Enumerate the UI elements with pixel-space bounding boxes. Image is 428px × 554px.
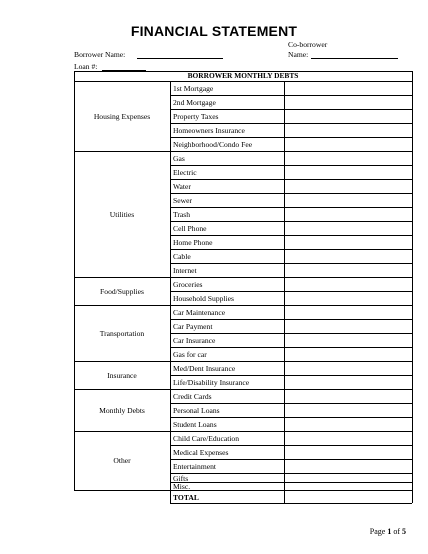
- item-label: 1st Mortgage: [173, 84, 214, 93]
- amount-cell[interactable]: [284, 221, 412, 235]
- footer-current-page: 1: [387, 527, 392, 536]
- coborrower-label-line1: Co-borrower: [288, 40, 328, 49]
- item-label: Med/Dent Insurance: [173, 364, 236, 373]
- amount-cell[interactable]: [284, 277, 412, 291]
- amount-cell[interactable]: [284, 445, 412, 459]
- amount-cell[interactable]: [284, 389, 412, 403]
- item-label: 2nd Mortgage: [173, 98, 216, 107]
- item-label: Car Insurance: [173, 336, 216, 345]
- group-label: Insurance: [107, 370, 137, 380]
- page-footer: [370, 527, 406, 536]
- borrower-name-field[interactable]: [137, 58, 223, 59]
- table-left-border: [74, 81, 75, 490]
- amount-cell[interactable]: [284, 473, 412, 482]
- item-label: Home Phone: [173, 238, 213, 247]
- item-label: Household Supplies: [173, 294, 234, 303]
- amount-cell[interactable]: [284, 81, 412, 95]
- amount-cell[interactable]: [284, 165, 412, 179]
- coborrower-name-field[interactable]: [311, 58, 398, 59]
- item-label: Car Payment: [173, 322, 213, 331]
- item-label: Gifts: [173, 473, 189, 483]
- item-label: Cell Phone: [173, 224, 207, 233]
- group-label: Utilities: [109, 209, 135, 219]
- table-header: BORROWER MONTHLY DEBTS: [187, 71, 299, 80]
- amount-cell[interactable]: [284, 459, 412, 473]
- item-label: Gas: [173, 154, 185, 163]
- amount-cell[interactable]: [284, 291, 412, 305]
- amount-cell[interactable]: [284, 431, 412, 445]
- footer-of-word: of: [393, 527, 400, 536]
- group-label: Food/Supplies: [100, 286, 144, 296]
- item-label: Internet: [173, 266, 197, 275]
- item-label: Medical Expenses: [173, 448, 229, 457]
- amount-cell[interactable]: [284, 109, 412, 123]
- amount-cell[interactable]: [284, 207, 412, 221]
- item-label: Property Taxes: [173, 112, 219, 121]
- item-label: Personal Loans: [173, 406, 220, 415]
- item-label: Child Care/Education: [173, 434, 240, 443]
- group-label: Monthly Debts: [99, 405, 145, 415]
- monthly-debts-table: [74, 71, 412, 510]
- item-column-divider: [284, 81, 285, 503]
- item-label: Electric: [173, 168, 197, 177]
- table-top-border: [74, 71, 412, 72]
- group-label: Transportation: [99, 328, 145, 338]
- amount-cell[interactable]: [284, 235, 412, 249]
- item-label: Misc.: [173, 482, 191, 491]
- amount-cell[interactable]: [284, 179, 412, 193]
- amount-cell[interactable]: [284, 347, 412, 361]
- amount-cell[interactable]: [284, 482, 412, 490]
- amount-cell[interactable]: [284, 333, 412, 347]
- item-label: Water: [173, 182, 191, 191]
- item-label: Car Maintenance: [173, 308, 226, 317]
- table-right-border: [412, 71, 413, 503]
- amount-cell[interactable]: [284, 319, 412, 333]
- coborrower-label-line2: Name:: [288, 50, 309, 59]
- item-label: Groceries: [173, 280, 203, 289]
- label-column-divider: [170, 81, 171, 503]
- footer-total-pages: 5: [402, 527, 406, 536]
- amount-cell[interactable]: [284, 403, 412, 417]
- amount-cell[interactable]: [284, 263, 412, 277]
- amount-cell[interactable]: [284, 193, 412, 207]
- amount-cell[interactable]: [284, 123, 412, 137]
- item-label: Credit Cards: [173, 392, 212, 401]
- footer-page-word: Page: [369, 527, 386, 536]
- amount-cell[interactable]: [284, 417, 412, 431]
- document-title: FINANCIAL STATEMENT: [130, 23, 298, 39]
- amount-cell[interactable]: [284, 137, 412, 151]
- amount-cell[interactable]: [284, 375, 412, 389]
- item-label: Life/Disability Insurance: [173, 378, 250, 387]
- group-label: Other: [113, 456, 131, 465]
- amount-cell[interactable]: [284, 361, 412, 375]
- item-label: Sewer: [173, 196, 192, 205]
- item-label: Cable: [173, 252, 191, 261]
- item-label: Student Loans: [173, 420, 217, 429]
- amount-cell[interactable]: [284, 151, 412, 165]
- group-label: Housing Expenses: [93, 111, 151, 121]
- total-amount-cell[interactable]: [284, 490, 412, 503]
- item-label: Gas for car: [173, 350, 207, 359]
- item-label: Homeowners Insurance: [173, 126, 245, 135]
- borrower-name-label: Borrower Name:: [74, 50, 126, 59]
- amount-cell[interactable]: [284, 305, 412, 319]
- table-bottom: [170, 503, 412, 504]
- item-label: Neighborhood/Condo Fee: [173, 140, 253, 149]
- loan-number-label: Loan #:: [74, 62, 98, 71]
- amount-cell[interactable]: [284, 249, 412, 263]
- total-label: TOTAL: [173, 492, 199, 502]
- item-label: Entertainment: [173, 462, 217, 471]
- header-left-border: [74, 71, 75, 81]
- amount-cell[interactable]: [284, 95, 412, 109]
- item-label: Trash: [173, 210, 191, 219]
